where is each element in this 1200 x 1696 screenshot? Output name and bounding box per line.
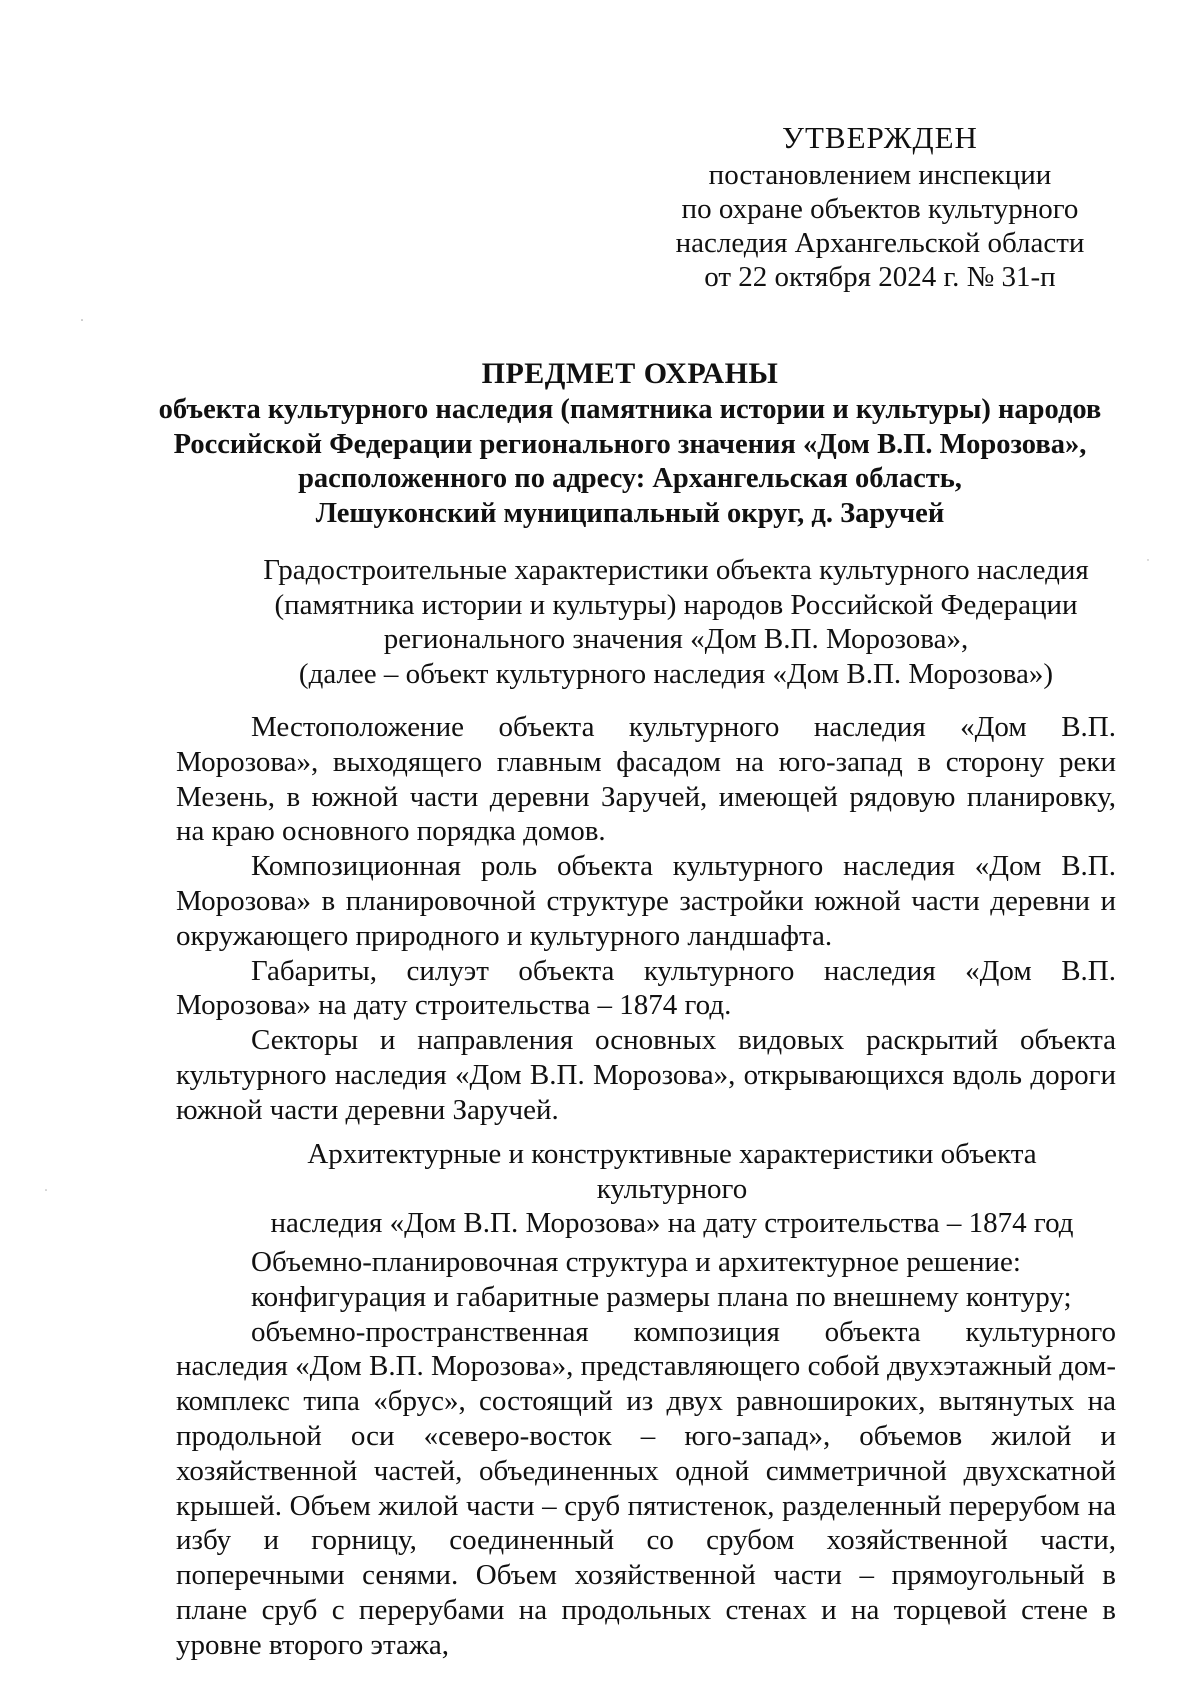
section-heading-line: (далее – объект культурного наследия «Дом В.П. Морозова») [298, 657, 1054, 690]
section-heading-urban [236, 553, 1116, 691]
paragraph: Габариты, силуэт объекта культурного наследия «Дом В.П. Морозова» на дату строительства – 1874 год. [176, 954, 1116, 1022]
paragraph: объемно-пространственная композиция объекта культурного наследия «Дом В.П. Морозова», представляющего собой двухэтажный дом-комплекс типа «брус», состоящий из двух равношироких, вытянутых на продольной оси «северо-восток – юго-запад», объемов жилой и хозяйственной частей, объединенных одной симметричной двухскатной крышей. Объем жилой части – сруб пятистенок, разделенный перерубом на избу и горницу, соединенный со срубом хозяйственной части, поперечными сенями. Объем хозяйственной части – прямоугольный в плане сруб с перерубами на продольных стенах и на торцевой стене в уровне второго этажа, [176, 1315, 1116, 1661]
paragraph: конфигурация и габаритные размеры плана по внешнему контуру; [251, 1280, 1072, 1313]
section-heading-line: Архитектурные и конструктивные характеристики объекта культурного [307, 1138, 1037, 1205]
section-heading-line: (памятника истории и культуры) народов Российской Федерации [274, 588, 1078, 621]
section-heading-line: регионального значения «Дом В.П. Морозова», [383, 623, 969, 655]
paragraph: Местоположение объекта культурного наследия «Дом В.П. Морозова», выходящего главным фасадом на юго-запад в сторону реки Мезень, в южной части деревни Заручей, имеющей рядовую планировку, на краю основного порядка домов. [176, 711, 1116, 848]
section-heading-line: Градостроительные характеристики объекта культурного наследия [263, 554, 1089, 586]
section-heading-line: наследия «Дом В.П. Морозова» на дату строительства – 1874 год [270, 1207, 1074, 1239]
approval-line: наследия Архангельской области [675, 227, 1085, 259]
approval-title: УТВЕРЖДЕН [782, 120, 978, 155]
paragraph: Композиционная роль объекта культурного наследия «Дом В.П. Морозова» в планировочной структуре застройки южной части деревни и окружающего природного и культурного ландшафта. [176, 850, 1116, 952]
approval-line: по охране объектов культурного [681, 193, 1079, 225]
document-title-line: Российской Федерации регионального значения «Дом В.П. Морозова», [173, 428, 1087, 460]
approval-line: постановлением инспекции [708, 159, 1052, 191]
document-main-title: ПРЕДМЕТ ОХРАНЫ [481, 357, 779, 390]
section-body-architecture [176, 1245, 1116, 1663]
approval-block [650, 118, 1110, 294]
approval-line: от 22 октября 2024 г. № 31-п [704, 261, 1056, 293]
document-title-line: объекта культурного наследия (памятника истории и культуры) народов [158, 394, 1102, 425]
document-title-line: расположенного по адресу: Архангельская область, [298, 463, 962, 494]
document-title [140, 355, 1120, 531]
paragraph: Секторы и направления основных видовых раскрытий объекта культурного наследия «Дом В.П. Морозова», открывающихся вдоль дороги южной части деревни Заручей. [176, 1024, 1116, 1126]
section-heading-architecture [232, 1137, 1112, 1241]
section-body-urban [176, 710, 1116, 1128]
document-title-line: Лешуконский муниципальный округ, д. Заручей [315, 497, 945, 529]
paragraph: Объемно-планировочная структура и архитектурное решение: [251, 1246, 1021, 1278]
